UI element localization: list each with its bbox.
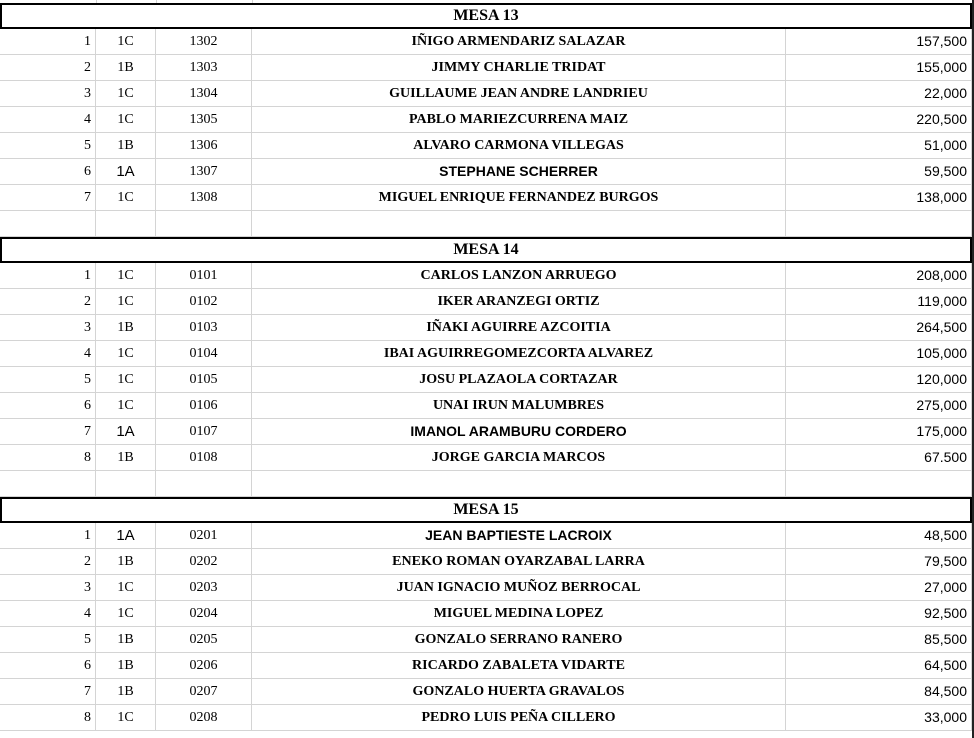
row-number[interactable]: 2 [0,55,96,80]
category-cell[interactable]: 1B [96,55,156,80]
value-cell[interactable]: 27,000 [786,575,972,600]
category-cell[interactable]: 1C [96,601,156,626]
table-row[interactable] [0,315,974,341]
row-number[interactable]: 5 [0,627,96,652]
code-cell[interactable]: 0204 [156,601,252,626]
code-cell[interactable]: 0104 [156,341,252,366]
table-row[interactable] [0,367,974,393]
code-cell[interactable]: 1302 [156,29,252,54]
row-number[interactable]: 4 [0,601,96,626]
name-cell[interactable]: ENEKO ROMAN OYARZABAL LARRA [252,549,786,574]
row-number[interactable]: 7 [0,185,96,210]
code-cell[interactable]: 1307 [156,159,252,184]
name-cell[interactable]: PABLO MARIEZCURRENA MAIZ [252,107,786,132]
table-row[interactable] [0,445,974,471]
name-cell[interactable]: STEPHANE SCHERRER [252,159,786,184]
category-cell[interactable]: 1C [96,393,156,418]
value-cell[interactable]: 175,000 [786,419,972,444]
name-cell[interactable]: JORGE GARCIA MARCOS [252,445,786,470]
empty-cell[interactable] [0,211,96,236]
name-cell[interactable]: IKER ARANZEGI ORTIZ [252,289,786,314]
code-cell[interactable]: 0208 [156,705,252,730]
category-cell[interactable]: 1A [96,159,156,184]
name-cell[interactable]: GUILLAUME JEAN ANDRE LANDRIEU [252,81,786,106]
empty-cell[interactable] [156,211,252,236]
empty-row[interactable] [0,471,974,497]
value-cell[interactable]: 92,500 [786,601,972,626]
name-cell[interactable]: CARLOS LANZON ARRUEGO [252,263,786,288]
value-cell[interactable]: 157,500 [786,29,972,54]
value-cell[interactable]: 84,500 [786,679,972,704]
table-row[interactable] [0,159,974,185]
name-cell[interactable]: JOSU PLAZAOLA CORTAZAR [252,367,786,392]
name-cell[interactable]: JEAN BAPTIESTE LACROIX [252,523,786,548]
code-cell[interactable]: 0107 [156,419,252,444]
section-header-mesa-15[interactable] [0,497,972,523]
name-cell[interactable]: ALVARO CARMONA VILLEGAS [252,133,786,158]
table-row[interactable] [0,653,974,679]
code-cell[interactable]: 0102 [156,289,252,314]
category-cell[interactable]: 1C [96,29,156,54]
empty-cell[interactable] [252,211,786,236]
row-number[interactable]: 7 [0,679,96,704]
name-cell[interactable]: IMANOL ARAMBURU CORDERO [252,419,786,444]
category-cell[interactable]: 1C [96,341,156,366]
category-cell[interactable]: 1C [96,107,156,132]
row-number[interactable]: 3 [0,575,96,600]
code-cell[interactable]: 0106 [156,393,252,418]
value-cell[interactable]: 48,500 [786,523,972,548]
code-cell[interactable]: 1304 [156,81,252,106]
table-row[interactable] [0,393,974,419]
name-cell[interactable]: IÑIGO ARMENDARIZ SALAZAR [252,29,786,54]
empty-cell[interactable] [96,471,156,496]
empty-cell[interactable] [786,471,972,496]
table-row[interactable] [0,133,974,159]
category-cell[interactable]: 1C [96,185,156,210]
code-cell[interactable]: 1308 [156,185,252,210]
row-number[interactable]: 4 [0,107,96,132]
category-cell[interactable]: 1B [96,549,156,574]
category-cell[interactable]: 1B [96,679,156,704]
value-cell[interactable]: 67.500 [786,445,972,470]
table-row[interactable] [0,29,974,55]
row-number[interactable]: 8 [0,705,96,730]
code-cell[interactable]: 0103 [156,315,252,340]
row-number[interactable]: 5 [0,133,96,158]
category-cell[interactable]: 1B [96,627,156,652]
row-number[interactable]: 8 [0,445,96,470]
code-cell[interactable]: 1303 [156,55,252,80]
row-number[interactable]: 4 [0,341,96,366]
code-cell[interactable]: 0205 [156,627,252,652]
name-cell[interactable]: IÑAKI AGUIRRE AZCOITIA [252,315,786,340]
code-cell[interactable]: 0202 [156,549,252,574]
empty-cell[interactable] [786,211,972,236]
name-cell[interactable]: RICARDO ZABALETA VIDARTE [252,653,786,678]
code-cell[interactable]: 0207 [156,679,252,704]
empty-cell[interactable] [0,471,96,496]
category-cell[interactable]: 1B [96,653,156,678]
value-cell[interactable]: 64,500 [786,653,972,678]
value-cell[interactable]: 138,000 [786,185,972,210]
table-row[interactable] [0,601,974,627]
section-header-mesa-13[interactable] [0,3,972,29]
category-cell[interactable]: 1C [96,263,156,288]
code-cell[interactable]: 1306 [156,133,252,158]
row-number[interactable]: 5 [0,367,96,392]
table-row[interactable] [0,575,974,601]
value-cell[interactable]: 105,000 [786,341,972,366]
table-row[interactable] [0,419,974,445]
name-cell[interactable]: MIGUEL MEDINA LOPEZ [252,601,786,626]
code-cell[interactable]: 0101 [156,263,252,288]
value-cell[interactable]: 59,500 [786,159,972,184]
value-cell[interactable]: 275,000 [786,393,972,418]
value-cell[interactable]: 22,000 [786,81,972,106]
category-cell[interactable]: 1C [96,81,156,106]
empty-row[interactable] [0,211,974,237]
row-number[interactable]: 2 [0,289,96,314]
category-cell[interactable]: 1A [96,419,156,444]
code-cell[interactable]: 1305 [156,107,252,132]
row-number[interactable]: 1 [0,263,96,288]
table-row[interactable] [0,523,974,549]
row-number[interactable]: 6 [0,393,96,418]
table-row[interactable] [0,263,974,289]
code-cell[interactable]: 0201 [156,523,252,548]
category-cell[interactable]: 1C [96,367,156,392]
row-number[interactable]: 7 [0,419,96,444]
table-row[interactable] [0,81,974,107]
row-number[interactable]: 3 [0,315,96,340]
row-number[interactable]: 2 [0,549,96,574]
code-cell[interactable]: 0105 [156,367,252,392]
table-row[interactable] [0,107,974,133]
category-cell[interactable]: 1B [96,133,156,158]
category-cell[interactable]: 1C [96,289,156,314]
name-cell[interactable]: GONZALO HUERTA GRAVALOS [252,679,786,704]
category-cell[interactable]: 1B [96,315,156,340]
empty-cell[interactable] [252,471,786,496]
row-number[interactable]: 6 [0,653,96,678]
row-number[interactable]: 3 [0,81,96,106]
table-row[interactable] [0,341,974,367]
section-header-mesa-14[interactable] [0,237,972,263]
category-cell[interactable]: 1B [96,445,156,470]
value-cell[interactable]: 51,000 [786,133,972,158]
name-cell[interactable]: MIGUEL ENRIQUE FERNANDEZ BURGOS [252,185,786,210]
table-row[interactable] [0,549,974,575]
row-number[interactable]: 1 [0,523,96,548]
table-row[interactable] [0,627,974,653]
name-cell[interactable]: PEDRO LUIS PEÑA CILLERO [252,705,786,730]
name-cell[interactable]: GONZALO SERRANO RANERO [252,627,786,652]
value-cell[interactable]: 220,500 [786,107,972,132]
value-cell[interactable]: 208,000 [786,263,972,288]
section-title: MESA 14 [453,241,519,258]
table-row[interactable] [0,289,974,315]
code-cell[interactable]: 0108 [156,445,252,470]
value-cell[interactable]: 79,500 [786,549,972,574]
table-row[interactable] [0,55,974,81]
value-cell[interactable]: 120,000 [786,367,972,392]
category-cell[interactable]: 1A [96,523,156,548]
value-cell[interactable]: 264,500 [786,315,972,340]
code-cell[interactable]: 0206 [156,653,252,678]
category-cell[interactable]: 1C [96,705,156,730]
name-cell[interactable]: IBAI AGUIRREGOMEZCORTA ALVAREZ [252,341,786,366]
empty-cell[interactable] [156,471,252,496]
name-cell[interactable]: JIMMY CHARLIE TRIDAT [252,55,786,80]
table-row[interactable] [0,679,974,705]
value-cell[interactable]: 155,000 [786,55,972,80]
row-number[interactable]: 6 [0,159,96,184]
value-cell[interactable]: 33,000 [786,705,972,730]
table-row[interactable] [0,185,974,211]
name-cell[interactable]: UNAI IRUN MALUMBRES [252,393,786,418]
row-number[interactable]: 1 [0,29,96,54]
code-cell[interactable]: 0203 [156,575,252,600]
section-title: MESA 13 [453,7,519,24]
table-row[interactable] [0,705,974,731]
empty-cell[interactable] [96,211,156,236]
value-cell[interactable]: 85,500 [786,627,972,652]
category-cell[interactable]: 1C [96,575,156,600]
value-cell[interactable]: 119,000 [786,289,972,314]
name-cell[interactable]: JUAN IGNACIO MUÑOZ BERROCAL [252,575,786,600]
section-title: MESA 15 [453,501,519,518]
